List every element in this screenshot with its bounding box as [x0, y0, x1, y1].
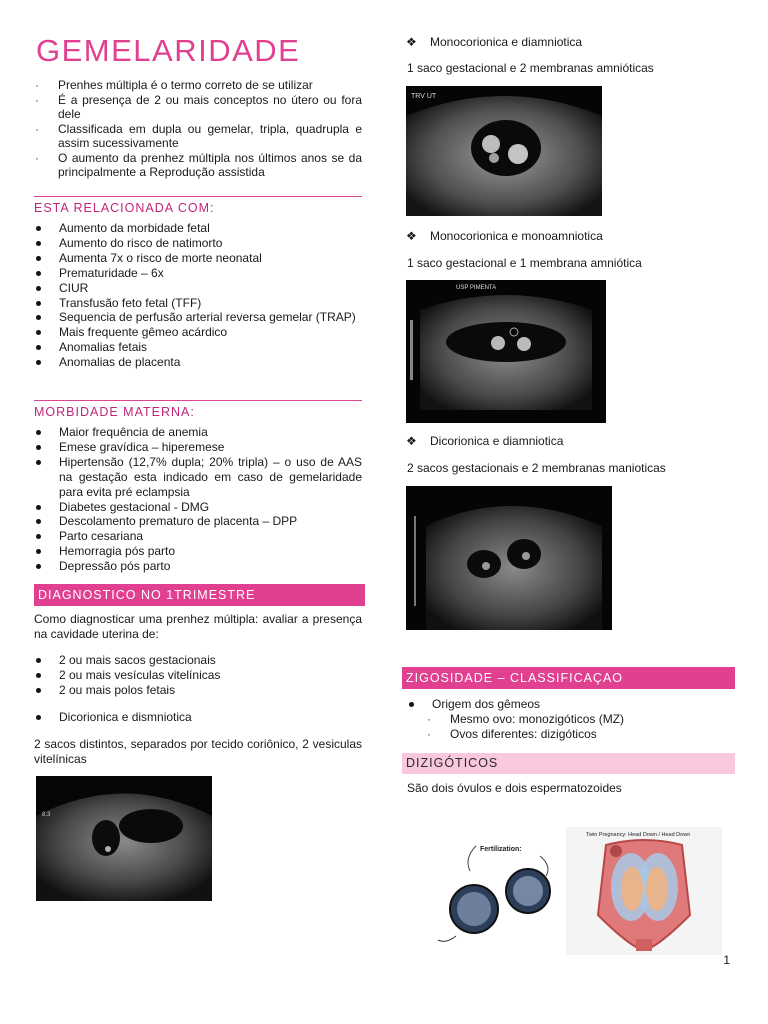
intro-list [34, 78, 362, 180]
mono-di-heading [406, 35, 582, 49]
section-heading-dizigoticos: DIZIGÓTICOS [402, 753, 735, 774]
list-item: Aumenta 7x o risco de morte neonatal [34, 251, 362, 266]
section-heading-zigosidade: ZIGOSIDADE – CLASSIFICAÇAO [402, 667, 735, 689]
list-item: Mais frequente gêmeo acárdico [34, 325, 362, 340]
mono-mono-title: Monocorionica e monoamniotica [430, 229, 603, 243]
list-item: Sequencia de perfusão arterial reversa gemelar (TRAP) [34, 310, 362, 325]
illustration-label: Fertilization: [480, 846, 522, 853]
list-item: Aumento da morbidade fetal [34, 221, 362, 236]
list-item: CIUR [34, 281, 362, 296]
list-item: · Ovos diferentes: dizigóticos [426, 727, 726, 742]
list-item: Aumento do risco de natimorto [34, 236, 362, 251]
list-item: Prematuridade – 6x [34, 266, 362, 281]
diamond-bullet-icon: ❖ [406, 229, 417, 243]
dizigoticos-description: São dois óvulos e dois espermatozoides [407, 781, 622, 795]
list-item: Transfusão feto fetal (TFF) [34, 296, 362, 311]
mono-mono-description: 1 saco gestacional e 1 membrana amniótica [407, 256, 642, 270]
list-item: Hemorragia pós parto [34, 544, 362, 559]
ultrasound-image-mono-mono [406, 280, 606, 423]
zigosidade-sublist [426, 712, 726, 741]
list-item: · Prenhes múltipla é o termo correto de se utilizar [34, 78, 362, 93]
list-item: Hipertensão (12,7% dupla; 20% tripla) – o uso de AAS na gestação esta indicado em caso de gemelaridade para evita pré eclampsia [34, 455, 362, 500]
list-item: · Mesmo ovo: monozigóticos (MZ) [426, 712, 726, 727]
relacionada-list [34, 221, 362, 370]
list-item: · É a presença de 2 ou mais conceptos no útero ou fora dele [34, 93, 362, 122]
list-item: Diabetes gestacional - DMG [34, 500, 362, 515]
di-di-description: 2 sacos gestacionais e 2 membranas manioticas [407, 461, 666, 475]
list-item: 2 ou mais sacos gestacionais [34, 653, 362, 668]
zigosidade-list [407, 697, 727, 712]
illustration-label: Twin Pregnancy: Head Down / Head Down [586, 832, 691, 838]
diagnostico-intro: Como diagnosticar uma prenhez múltipla: avaliar a presença na cavidade uterina de: [34, 612, 362, 641]
di-di-heading [406, 434, 563, 448]
dicorionica-list [34, 710, 362, 725]
diamond-bullet-icon: ❖ [406, 434, 417, 448]
ultrasound-label: TRV UT [411, 93, 437, 100]
ultrasound-image-dichorionic [36, 776, 212, 901]
diagnostico-list [34, 653, 362, 698]
list-item: Maior frequência de anemia [34, 425, 362, 440]
twin-pregnancy-illustration [566, 827, 722, 955]
mono-mono-heading [406, 229, 603, 243]
list-item: Depressão pós parto [34, 559, 362, 574]
list-item: Origem dos gêmeos [407, 697, 727, 712]
diamond-bullet-icon: ❖ [406, 35, 417, 49]
mono-di-description: 1 saco gestacional e 2 membranas amnióticas [407, 61, 654, 75]
mono-di-title: Monocorionica e diamniotica [430, 35, 583, 49]
fertilization-illustration [436, 836, 560, 951]
di-di-title: Dicorionica e diamniotica [430, 434, 564, 448]
list-item: · Classificada em dupla ou gemelar, tripla, quadrupla e assim sucessivamente [34, 122, 362, 151]
section-heading-relacionada: ESTA RELACIONADA COM: [34, 196, 362, 215]
ultrasound-label: USP PIMENTA [456, 285, 497, 291]
svg-text:8.3: 8.3 [42, 812, 51, 818]
list-item: · O aumento da prenhez múltipla nos últimos anos se da principalmente a Reprodução assistida [34, 151, 362, 180]
page-title: GEMELARIDADE [36, 33, 301, 68]
section-heading-morbidade: MORBIDADE MATERNA: [34, 400, 362, 419]
list-item: Anomalias de placenta [34, 355, 362, 370]
list-item: Dicorionica e dismniotica [34, 710, 362, 725]
list-item: Emese gravídica – hiperemese [34, 440, 362, 455]
section-heading-diagnostico: DIAGNOSTICO NO 1TRIMESTRE [34, 584, 365, 606]
list-item: Parto cesariana [34, 529, 362, 544]
list-item: 2 ou mais polos fetais [34, 683, 362, 698]
ultrasound-image-mono-di [406, 86, 602, 216]
ultrasound-image-di-di [406, 486, 612, 630]
morbidade-list [34, 425, 362, 574]
list-item: Descolamento prematuro de placenta – DPP [34, 514, 362, 529]
list-item: Anomalias fetais [34, 340, 362, 355]
list-item: 2 ou mais vesículas vitelínicas [34, 668, 362, 683]
page-number: 1 [723, 953, 730, 967]
dicorionica-description: 2 sacos distintos, separados por tecido coriônico, 2 vesiculas vitelínicas [34, 737, 362, 766]
